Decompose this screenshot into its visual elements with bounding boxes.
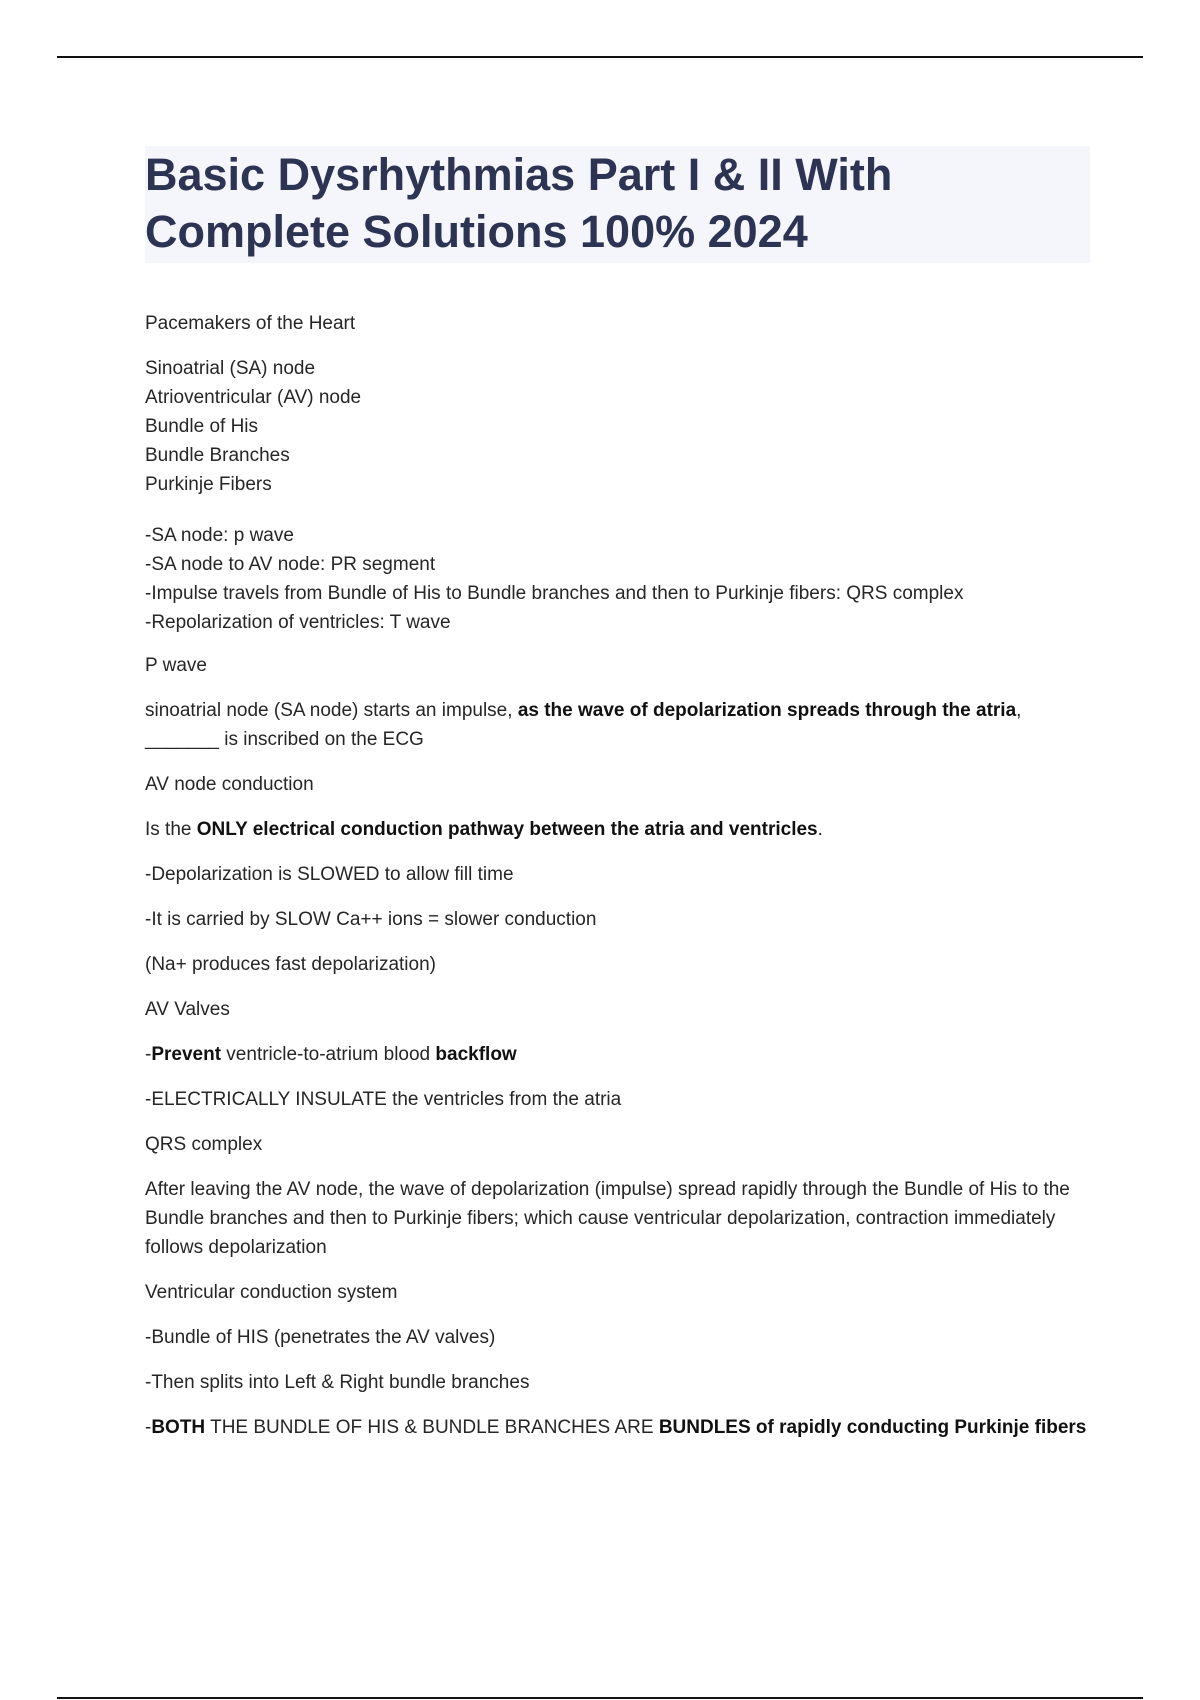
p-wave-text-bold: as the wave of depolarization spreads through the atria xyxy=(517,700,1017,721)
list-item: Atrioventricular (AV) node xyxy=(145,387,362,408)
av-node-s1-c: . xyxy=(817,819,823,840)
p-wave-text-c: , xyxy=(1016,700,1022,721)
top-rule xyxy=(57,56,1143,58)
document-title xyxy=(145,146,1082,260)
title-block xyxy=(145,146,1090,263)
list-item: -SA node to AV node: PR segment xyxy=(145,554,436,575)
list-item: Bundle Branches xyxy=(145,445,290,466)
list-item: -Impulse travels from Bundle of His to Bundle branches and then to Purkinje fibers: QRS complex xyxy=(145,583,964,604)
av-valves-prevent xyxy=(145,1040,1090,1069)
ventricular-s3-bold-2: BUNDLES of rapidly conducting Purkinje fibers xyxy=(658,1417,1087,1438)
ventricular-s3-bold-1: BOTH xyxy=(151,1417,206,1438)
qrs-text: After leaving the AV node, the wave of depolarization (impulse) spread rapidly through the Bundle of His to the Bundle branches and then to Purkinje fibers; which cause ventricular depolarization, contraction immediately follows depolarization xyxy=(145,1179,1070,1258)
av-valves-s1-bold-1: Prevent xyxy=(151,1044,222,1065)
title-line-1: Basic Dysrhythmias Part I & II With xyxy=(145,149,893,200)
pacemakers-events xyxy=(145,521,1090,637)
list-item: -Repolarization of ventricles: T wave xyxy=(145,612,451,633)
p-wave-line-2: _______ is inscribed on the ECG xyxy=(145,729,424,750)
av-valves-s1-a: - xyxy=(145,1044,152,1065)
ventricular-s3-a: - xyxy=(145,1417,152,1438)
document-body xyxy=(145,146,1090,1458)
list-item: -SA node: p wave xyxy=(145,525,294,546)
ventricular-both xyxy=(145,1413,1090,1442)
av-valves-s1-b: ventricle-to-atrium blood xyxy=(221,1044,436,1065)
list-item: Sinoatrial (SA) node xyxy=(145,358,316,379)
p-wave-text-a: sinoatrial node (SA node) starts an impulse, xyxy=(145,700,518,721)
list-item: Purkinje Fibers xyxy=(145,474,272,495)
ventricular-heading: Ventricular conduction system xyxy=(145,1282,398,1303)
qrs-heading: QRS complex xyxy=(145,1134,263,1155)
ventricular-his: -Bundle of HIS (penetrates the AV valves) xyxy=(145,1327,496,1348)
av-node-s1-bold: ONLY electrical conduction pathway between the atria and ventricles xyxy=(196,819,818,840)
ventricular-splits: -Then splits into Left & Right bundle branches xyxy=(145,1372,530,1393)
av-node-sodium: (Na+ produces fast depolarization) xyxy=(145,954,436,975)
ventricular-s3-b: THE BUNDLE OF HIS & BUNDLE BRANCHES ARE xyxy=(205,1417,659,1438)
av-valves-heading: AV Valves xyxy=(145,999,230,1020)
av-node-statement xyxy=(145,815,1090,844)
av-node-heading: AV node conduction xyxy=(145,774,314,795)
bottom-rule xyxy=(57,1697,1143,1699)
av-valves-s1-bold-2: backflow xyxy=(435,1044,517,1065)
av-node-slowed: -Depolarization is SLOWED to allow fill time xyxy=(145,864,514,885)
p-wave-heading: P wave xyxy=(145,655,207,676)
title-line-2: Complete Solutions 100% 2024 xyxy=(145,206,808,257)
av-node-s1-a: Is the xyxy=(145,819,197,840)
pacemakers-heading: Pacemakers of the Heart xyxy=(145,313,356,334)
pacemakers-list xyxy=(145,354,1090,499)
list-item: Bundle of His xyxy=(145,416,259,437)
av-node-calcium: -It is carried by SLOW Ca++ ions = slower conduction xyxy=(145,909,597,930)
p-wave-text xyxy=(145,696,1090,754)
av-valves-insulate: -ELECTRICALLY INSULATE the ventricles from the atria xyxy=(145,1089,622,1110)
